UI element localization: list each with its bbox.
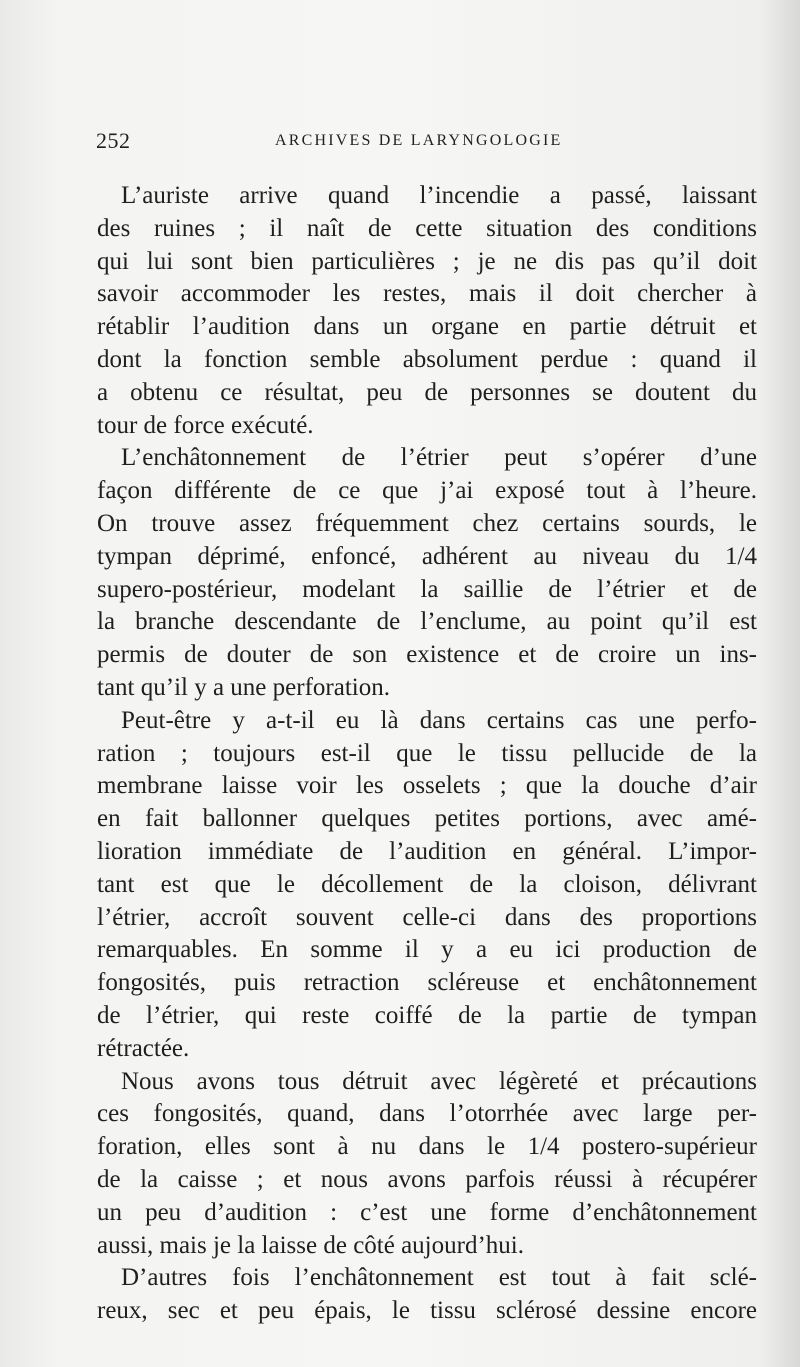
text-line: tant qu’il y a une perforation. (97, 673, 390, 701)
text-line: dont la fonction semble absolument perdue : quand il (97, 345, 757, 373)
paragraph (97, 180, 757, 442)
paragraph (97, 1262, 757, 1328)
text-line: tour de force exécuté. (97, 411, 314, 439)
text-line: Peut-être y a-t-il eu là dans certains cas une perfo- (121, 706, 757, 734)
page-body (97, 180, 757, 1328)
text-line: la branche descendante de l’enclume, au point qu’il est (97, 608, 757, 636)
text-line: de la caisse ; et nous avons parfois réussi à récupérer (97, 1165, 757, 1193)
page-header (96, 128, 756, 160)
text-line: de l’étrier, qui reste coiffé de la partie de tympan (97, 1001, 757, 1029)
text-line: Nous avons tous détruit avec légèreté et précautions (121, 1067, 757, 1095)
text-line: permis de douter de son existence et de croire un ins- (97, 641, 757, 669)
text-line: qui lui sont bien particulières ; je ne dis pas qu’il doit (97, 247, 757, 275)
paragraph (97, 1066, 757, 1263)
text-line: en fait ballonner quelques petites portions, avec amé- (97, 805, 757, 833)
text-line: On trouve assez fréquemment chez certains sourds, le (97, 509, 757, 537)
text-line: membrane laisse voir les osselets ; que la douche d’air (97, 772, 757, 800)
text-line: reux, sec et peu épais, le tissu sclérosé dessine encore (97, 1297, 757, 1325)
text-line: ces fongosités, quand, dans l’otorrhée avec large per- (97, 1100, 757, 1128)
text-line: remarquables. En somme il y a eu ici production de (97, 936, 757, 964)
text-line: L’auriste arrive quand l’incendie a passé, laissant (121, 182, 757, 209)
text-line: L’enchâtonnement de l’étrier peut s’opérer d’une (121, 444, 757, 472)
page-number: 252 (96, 128, 131, 153)
text-line: a obtenu ce résultat, peu de personnes se doutent du (97, 378, 757, 406)
text-line: l’étrier, accroît souvent celle-ci dans des proportions (97, 903, 757, 931)
text-line: rétablir l’audition dans un organe en partie détruit et (97, 313, 757, 341)
text-line: rétractée. (97, 1034, 190, 1062)
text-line: fongosités, puis retraction scléreuse et enchâtonnement (97, 969, 757, 997)
text-line: des ruines ; il naît de cette situation des conditions (97, 214, 757, 242)
text-line: tant est que le décollement de la cloison, délivrant (97, 870, 757, 898)
text-line: ration ; toujours est-il que le tissu pellucide de la (97, 739, 757, 767)
text-line: un peu d’audition : c’est une forme d’enchâtonnement (97, 1198, 757, 1226)
text-line: lioration immédiate de l’audition en général. L’impor- (97, 837, 757, 865)
text-line: façon différente de ce que j’ai exposé tout à l’heure. (97, 477, 757, 505)
paragraph (97, 442, 757, 704)
paragraph (97, 705, 757, 1066)
text-line: tympan déprimé, enfoncé, adhérent au niveau du 1/4 (97, 542, 757, 570)
text-line: aussi, mais je la laisse de côté aujourd’hui. (97, 1231, 524, 1259)
text-line: supero-postérieur, modelant la saillie de l’étrier et de (97, 575, 757, 603)
text-line: foration, elles sont à nu dans le 1/4 postero-supérieur (97, 1133, 757, 1161)
running-head: ARCHIVES DE LARYNGOLOGIE (275, 132, 563, 149)
text-line: savoir accommoder les restes, mais il doit chercher à (97, 280, 757, 308)
text-line: D’autres fois l’enchâtonnement est tout à fait sclé- (121, 1264, 757, 1292)
